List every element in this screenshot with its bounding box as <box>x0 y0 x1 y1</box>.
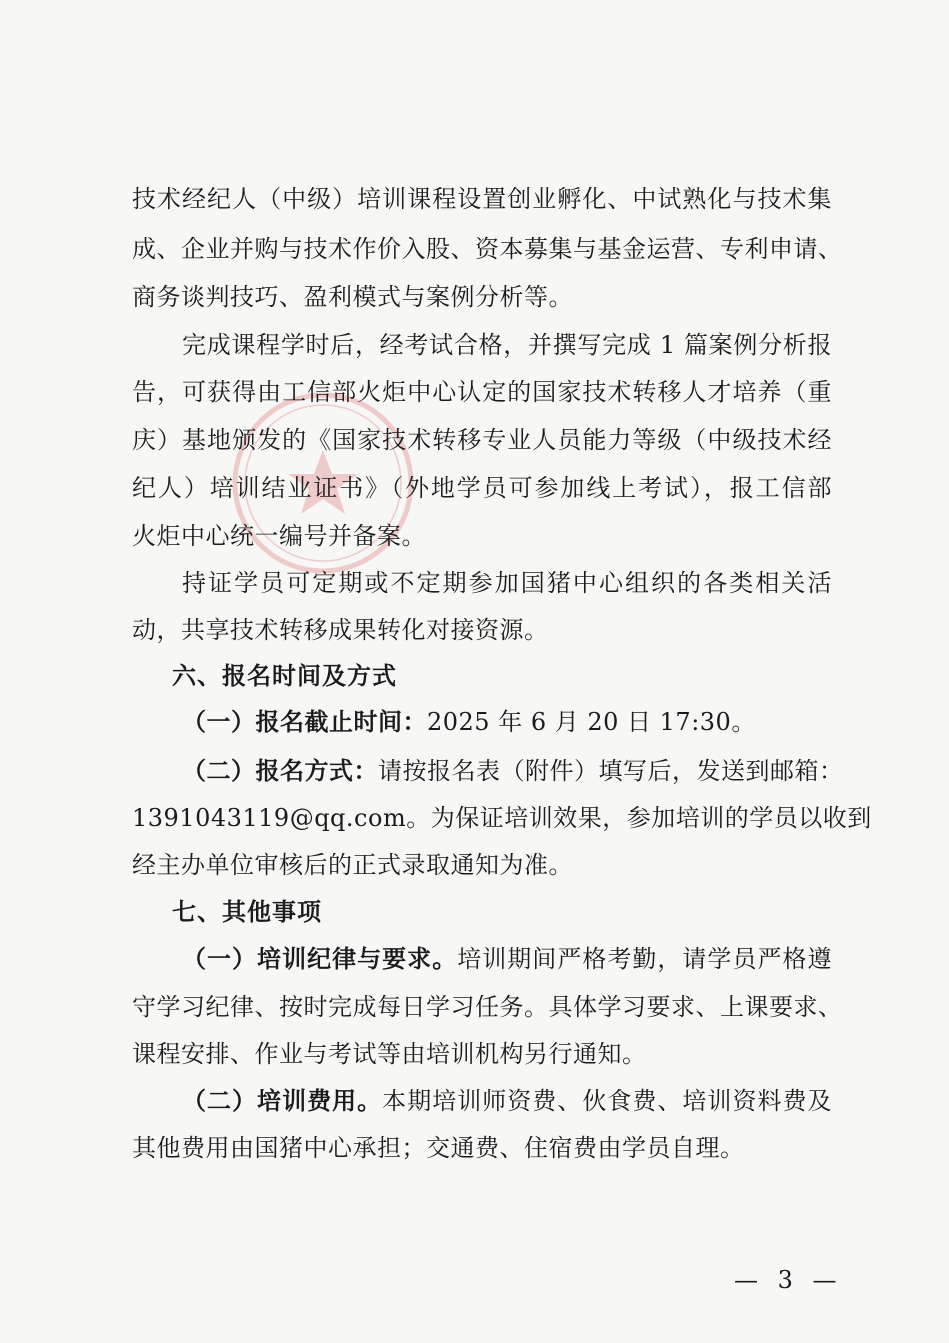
paragraph-2-line-2: 告，可获得由工信部火炬中心认定的国家技术转移人才培养（重 <box>132 378 832 406</box>
section-7-item-1-line-1 <box>182 939 832 979</box>
section-7-item-2-line-2: 其他费用由国猪中心承担；交通费、住宿费由学员自理。 <box>132 1134 745 1162</box>
paragraph-2-line-3: 庆）基地颁发的《国家技术转移专业人员能力等级（中级技术经 <box>132 426 832 454</box>
paragraph-1-line-2: 成、企业并购与技术作价入股、资本募集与基金运营、专利申请、 <box>132 235 843 263</box>
item-text: 2025 年 6 月 20 日 17:30。 <box>427 708 756 736</box>
item-lead: （一）报名截止时间： <box>182 708 427 736</box>
section-6-item-2-line-2: 1391043119@qq.com。为保证培训效果，参加培训的学员以收到 <box>132 804 872 832</box>
paragraph-2-line-1: 完成课程学时后，经考试合格，并撰写完成 1 篇案例分析报 <box>182 331 832 359</box>
section-6-item-2-line-3: 经主办单位审核后的正式录取通知为准。 <box>132 851 573 879</box>
item-lead: （二）培训费用。 <box>182 1087 383 1115</box>
paragraph-2-line-5: 火炬中心统一编号并备案。 <box>132 522 426 550</box>
item-text: 请按报名表（附件）填写后，发送到邮箱： <box>378 757 844 785</box>
paragraph-1-line-3: 商务谈判技巧、盈利模式与案例分析等。 <box>132 283 573 311</box>
item-lead: （一）培训纪律与要求。 <box>182 945 458 973</box>
section-7-item-2-line-1 <box>182 1081 832 1121</box>
section-7-heading: 七、其他事项 <box>172 898 322 926</box>
item-text: 培训期间严格考勤，请学员严格遵 <box>457 945 833 973</box>
section-6-item-2-line-1 <box>182 751 844 791</box>
section-6-item-1 <box>182 702 832 742</box>
section-6-heading: 六、报名时间及方式 <box>172 662 397 690</box>
paragraph-2-line-4: 纪人）培训结业证书》（外地学员可参加线上考试），报工信部 <box>132 474 832 502</box>
paragraph-3-line-1: 持证学员可定期或不定期参加国猪中心组织的各类相关活 <box>182 569 832 597</box>
section-7-item-1-line-2: 守学习纪律、按时完成每日学习任务。具体学习要求、上课要求、 <box>132 993 843 1021</box>
item-lead: （二）报名方式： <box>182 757 378 785</box>
item-text: 本期培训师资费、伙食费、培训资料费及 <box>382 1087 833 1115</box>
paragraph-1-line-1: 技术经纪人（中级）培训课程设置创业孵化、中试熟化与技术集 <box>132 185 832 213</box>
page-number: — 3 — <box>734 1266 843 1294</box>
paragraph-3-line-2: 动，共享技术转移成果转化对接资源。 <box>132 616 549 644</box>
section-7-item-1-line-3: 课程安排、作业与考试等由培训机构另行通知。 <box>132 1040 647 1068</box>
